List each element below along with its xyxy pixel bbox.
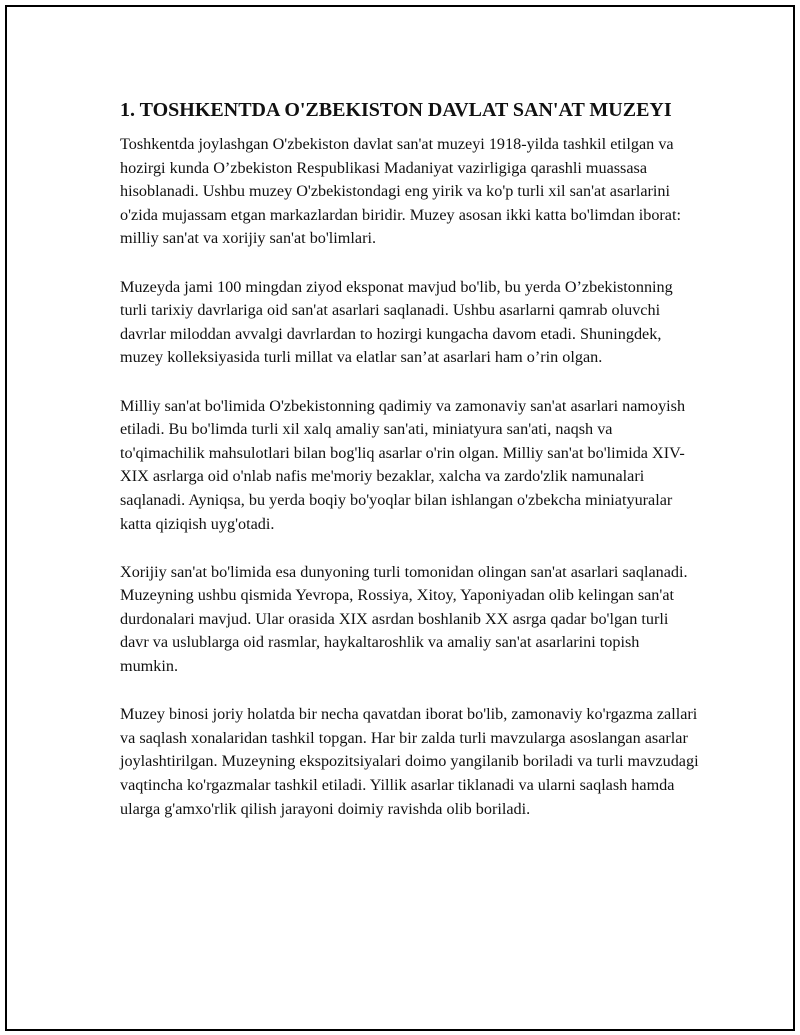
paragraph-4: Xorijiy san'at bo'limida esa dunyoning turli tomonidan olingan san'at asarlari saqlanadi. Muzeyning ushbu qismida Yevropa, Rossiya, Xitoy, Yaponiyadan olib kelingan san'at durdonalari mavjud. Ular orasida XIX asrdan boshlanib XX asrga qadar bo'lgan turli davr va uslublarga oid rasmlar, haykaltaroshlik va amaliy san'at asarlarini topish mumkin.	[120, 562, 688, 676]
section-heading: 1. TOSHKENTDA O'ZBEKISTON DAVLAT SAN'AT MUZEYI	[120, 99, 672, 121]
document-body	[120, 97, 700, 846]
document-page	[5, 5, 795, 1031]
paragraph-2: Muzeyda jami 100 mingdan ziyod eksponat mavjud bo'lib, bu yerda O’zbekistonning turli tarixiy davrlariga oid san'at asarlari saqlanadi. Ushbu asarlarni qamrab oluvchi davrlar miloddan avvalgi davrlardan to hozirgi kungacha davom etadi. Shuningdek, muzey kolleksiyasida turli millat va elatlar san’at asarlari ham o’rin olgan.	[120, 277, 673, 367]
paragraph-3: Milliy san'at bo'limida O'zbekistonning qadimiy va zamonaviy san'at asarlari namoyish etiladi. Bu bo'limda turli xil xalq amaliy san'ati, miniatyura san'ati, naqsh va to'qimachilik mahsulotlari bilan bog'liq asarlar o'rin olgan. Milliy san'at bo'limida XIV-XIX asrlarga oid o'nlab nafis me'moriy bezaklar, xalcha va zardo'zlik namunalari saqlanadi. Ayniqsa, bu yerda boqiy bo'yoqlar bilan ishlangan o'zbekcha miniatyuralar katta qiziqish uyg'otadi.	[120, 396, 686, 533]
paragraph-5: Muzey binosi joriy holatda bir necha qavatdan iborat bo'lib, zamonaviy ko'rgazma zallari va saqlash xonalaridan tashkil topgan. Har bir zalda turli mavzularga asoslangan asarlar joylashtirilgan. Muzeyning ekspozitsiyalari doimo yangilanib boriladi va turli mavzudagi vaqtincha ko'rgazmalar tashkil etiladi. Yillik asarlar tiklanadi va ularni saqlash hamda ularga g'amxo'rlik qilish jarayoni doimiy ravishda olib boriladi.	[120, 705, 699, 818]
paragraph-1: Toshkentda joylashgan O'zbekiston davlat san'at muzeyi 1918-yilda tashkil etilgan va hozirgi kunda O’zbekiston Respublikasi Madaniyat vazirligiga qarashli muassasa hisoblanadi. Ushbu muzey O'zbekistondagi eng yirik va ko'p turli xil san'at asarlarini o'zida mujassam etgan markazlardan biridir. Muzey asosan ikki katta bo'limdan iborat: milliy san'at va xorijiy san'at bo'limlari.	[120, 135, 681, 248]
